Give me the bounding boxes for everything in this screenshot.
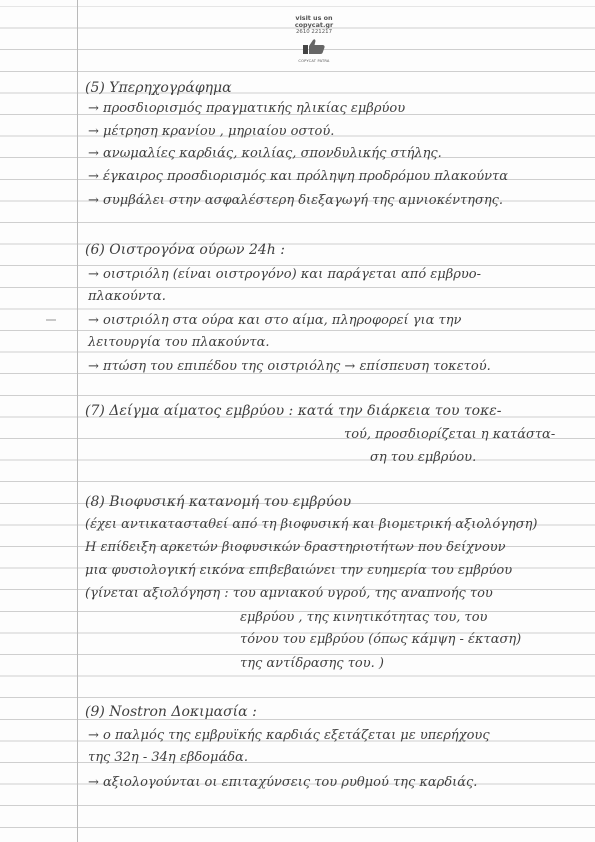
note-line: λειτουργία του πλακούντα. <box>88 335 270 350</box>
note-line: (5) Υπερηχογράφημα <box>85 80 232 96</box>
note-line: εμβρύου , της κινητικότητας του, του <box>240 610 488 625</box>
note-line: (έχει αντικατασταθεί από τη βιοφυσική και βιομετρική αξιολόγηση) <box>85 517 538 532</box>
note-line: → ο παλμός της εμβρυϊκής καρδιάς εξετάζεται με υπερήχους <box>88 728 490 743</box>
note-line: → έγκαιρος προσδιορισμός και πρόληψη προδρόμου πλακούντα <box>88 169 508 184</box>
note-line: ση του εμβρύου. <box>370 450 477 465</box>
note-line: → συμβάλει στην ασφαλέστερη διεξαγωγή της αμνιοκέντησης. <box>88 193 504 208</box>
note-line: → αξιολογούνται οι επιταχύνσεις του ρυθμού της καρδιάς. <box>88 775 478 790</box>
note-line: → προσδιορισμός πραγματικής ηλικίας εμβρύου <box>88 101 406 116</box>
stamp-line-1: visit us on <box>295 14 333 22</box>
note-line: → οιστριόλη στα ούρα και στο αίμα, πληροφορεί για την <box>88 313 462 328</box>
note-line: Η επίδειξη αρκετών βιοφυσικών δραστηριοτήτων που δείχνουν <box>85 540 506 555</box>
note-line: → οιστριόλη (είναι οιστρογόνο) και παράγεται από εμβρυο- <box>88 267 481 282</box>
note-line: → μέτρηση κρανίου , μηριαίου οστού. <box>88 124 335 139</box>
note-line: πλακούντα. <box>88 289 166 304</box>
note-line: τόνου του εμβρύου (όπως κάμψη - έκταση) <box>240 632 522 647</box>
note-line: (9) Nostron Δοκιμασία : <box>85 704 257 720</box>
note-line: → πτώση του επιπέδου της οιστριόλης → επίσπευση τοκετού. <box>88 359 491 374</box>
stamp-logo-text: COPYCAT PATRA <box>298 59 330 63</box>
note-line: (7) Δείγμα αίματος εμβρύου : κατά την διάρκεια του τοκε- <box>85 403 502 419</box>
note-line: → ανωμαλίες καρδιάς, κοιλίας, σπονδυλικής στήλης. <box>88 146 442 161</box>
note-line: (6) Οιστρογόνα ούρων 24h : <box>85 242 285 258</box>
note-line: (8) Βιοφυσική κατανομή του εμβρύου <box>85 494 352 510</box>
note-line: (γίνεται αξιολόγηση : του αμνιακού υγρού, της αναπνοής του <box>85 586 493 601</box>
note-line: της 32η - 34η εβδομάδα. <box>88 750 248 765</box>
stamp-line-3: 2610 221217 <box>295 29 332 35</box>
note-line: μια φυσιολογική εικόνα επιβεβαιώνει την ευημερία του εμβρύου <box>85 563 513 578</box>
note-line: της αντίδρασης του. ) <box>240 656 384 671</box>
stamp-line-2: copycat.gr <box>294 21 334 29</box>
note-line: τού, προσδιορίζεται η κατάστα- <box>344 427 556 442</box>
